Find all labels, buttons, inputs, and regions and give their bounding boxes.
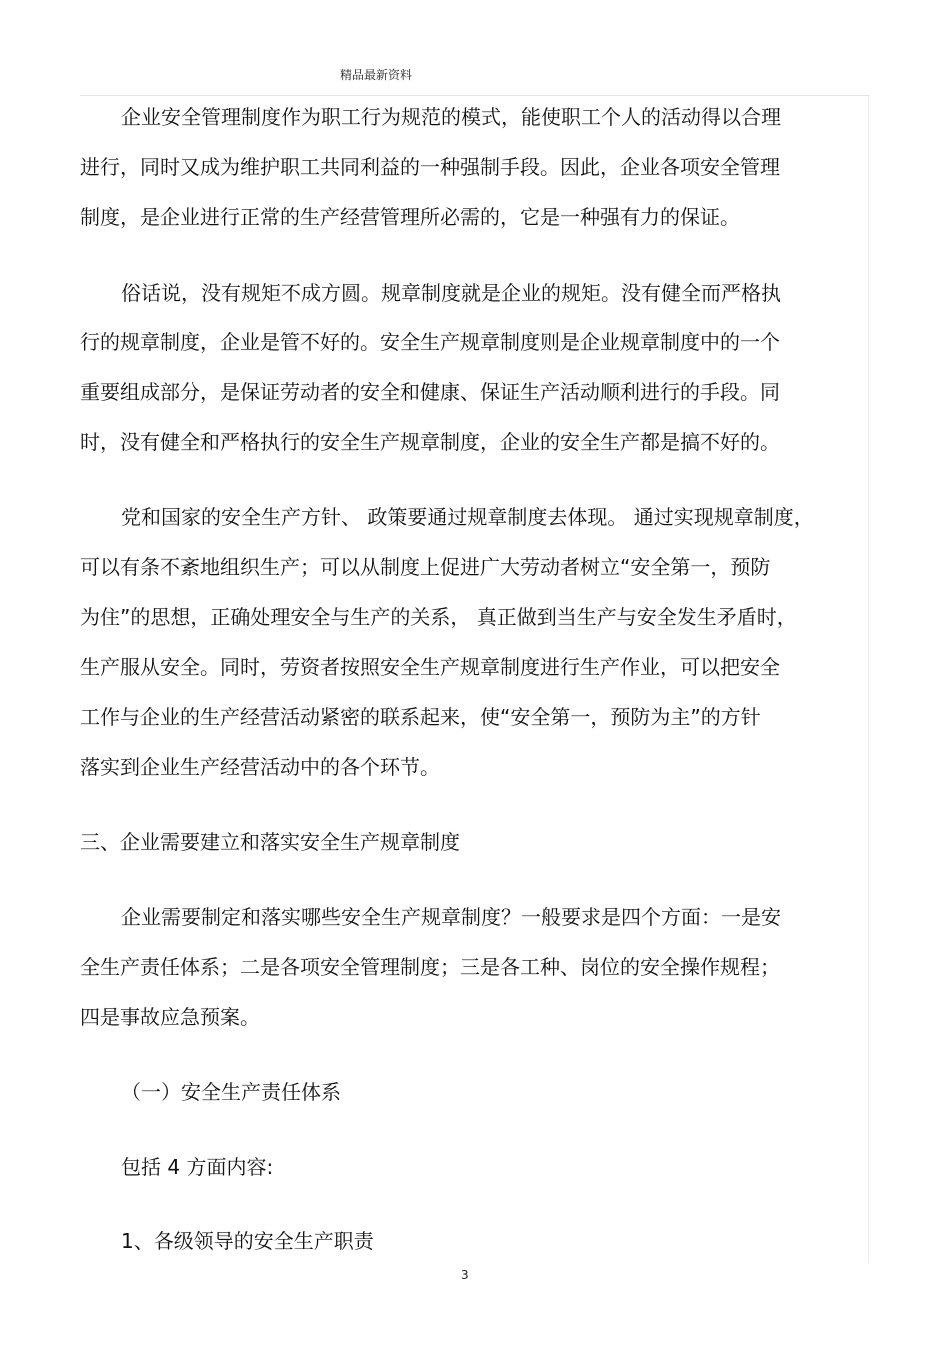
paragraph-5-line-3: 四是事故应急预案。 [80, 1005, 260, 1029]
header-note: 精品最新资料 [340, 68, 413, 82]
paragraph-5-line-1: 企业需要制定和落实哪些安全生产规章制度？一般要求是四个方面：一是安 [121, 905, 781, 929]
subsection-heading: （一）安全生产责任体系 [121, 1080, 341, 1104]
header-divider [80, 95, 870, 96]
paragraph-2-line-3: 重要组成部分，是保证劳动者的安全和健康、保证生产活动顺利进行的手段。同 [80, 380, 780, 404]
paragraph-3-line-1: 党和国家的安全生产方针、 政策要通过规章制度去体现。 通过实现规章制度， [121, 505, 814, 529]
page-edge-divider [868, 95, 869, 1263]
paragraph-3-line-5: 工作与企业的生产经营活动紧密的联系起来，使“安全第一，预防为主”的方针 [80, 705, 761, 729]
paragraph-1-line-3: 制度，是企业进行正常的生产经营管理所必需的，它是一种强有力的保证。 [80, 205, 740, 229]
paragraph-1-line-1: 企业安全管理制度作为职工行为规范的模式，能使职工个人的活动得以合理 [121, 105, 781, 129]
paragraph-3-line-4: 生产服从安全。同时，劳资者按照安全生产规章制度进行生产作业，可以把安全 [80, 655, 780, 679]
paragraph-1-line-2: 进行，同时又成为维护职工共同利益的一种强制手段。因此，企业各项安全管理 [80, 155, 780, 179]
paragraph-2-line-2: 行的规章制度，企业是管不好的。安全生产规章制度则是企业规章制度中的一个 [80, 330, 780, 354]
list-intro: 包括 4 方面内容: [121, 1155, 274, 1179]
list-item-1: 1、各级领导的安全生产职责 [121, 1229, 374, 1253]
section-heading: 三、企业需要建立和落实安全生产规章制度 [80, 830, 460, 854]
paragraph-3-line-6: 落实到企业生产经营活动中的各个环节。 [80, 755, 440, 779]
paragraph-3-line-2: 可以有条不紊地组织生产；可以从制度上促进广大劳动者树立“安全第一，预防 [80, 555, 771, 579]
paragraph-3-line-3: 为住”的思想，正确处理安全与生产的关系， 真正做到当生产与安全发生矛盾时， [80, 605, 797, 629]
page-number: 3 [461, 1268, 469, 1282]
paragraph-5-line-2: 全生产责任体系；二是各项安全管理制度；三是各工种、岗位的安全操作规程； [80, 955, 780, 979]
paragraph-2-line-4: 时，没有健全和严格执行的安全生产规章制度，企业的安全生产都是搞不好的。 [80, 430, 780, 454]
paragraph-2-line-1: 俗话说，没有规矩不成方圆。规章制度就是企业的规矩。没有健全而严格执 [121, 281, 781, 305]
